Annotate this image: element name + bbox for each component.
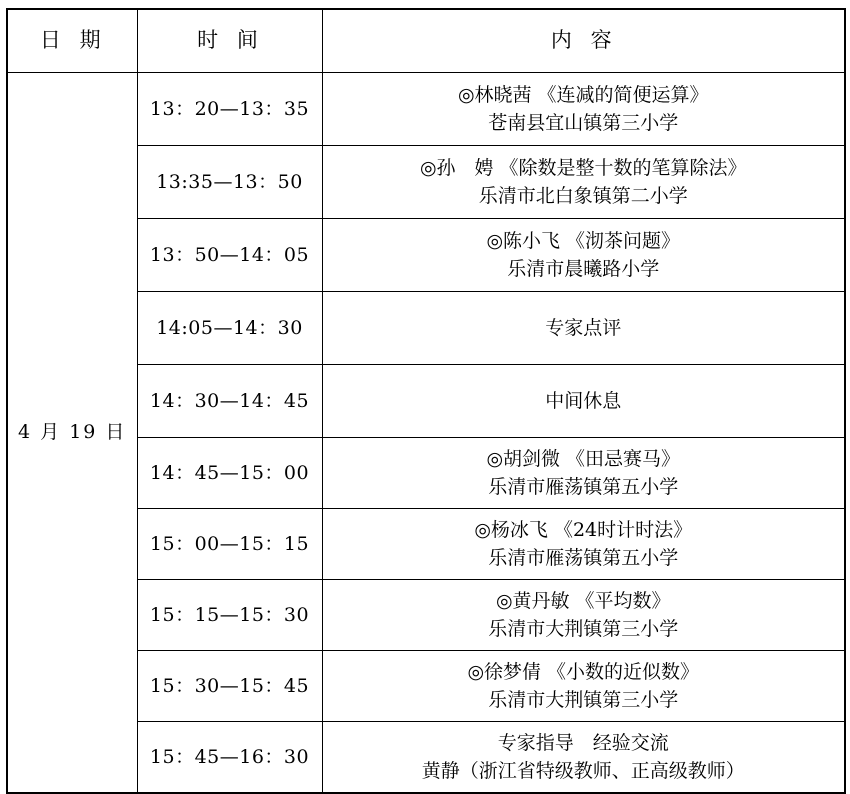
time-cell: 13:35—13：50 [137,146,322,219]
time-cell: 14：30—14：45 [137,365,322,438]
content-cell [322,509,845,580]
content-line-primary: ◎陈小飞 《沏茶问题》 [486,229,681,252]
content-line-primary: ◎孙 娉 《除数是整十数的笔算除法》 [419,156,747,179]
time-cell: 15：00—15：15 [137,509,322,580]
time-cell: 14:05—14：30 [137,292,322,365]
time-cell: 15：45—16：30 [137,722,322,794]
content-cell [322,219,845,292]
time-cell: 15：15—15：30 [137,580,322,651]
content-line-secondary: 乐清市雁荡镇第五小学 [488,547,679,569]
content-cell [322,580,845,651]
content-line-secondary: 乐清市北白象镇第二小学 [478,185,688,207]
time-cell: 14：45—15：00 [137,438,322,509]
content-line-secondary: 黄静（浙江省特级教师、正高级教师） [421,760,745,782]
table-header [7,9,845,73]
content-line-primary: ◎胡剑微 《田忌赛马》 [486,447,681,470]
content-cell [322,73,845,146]
time-cell: 13：50—14：05 [137,219,322,292]
content-line-primary: 专家指导 经验交流 [497,731,669,754]
column-header-date: 日 期 [7,9,137,73]
content-cell [322,146,845,219]
content-line-secondary: 乐清市晨曦路小学 [507,258,660,280]
content-line-primary: ◎杨冰飞 《24时计时法》 [474,518,693,541]
content-cell [322,365,845,438]
content-line-secondary: 乐清市大荆镇第三小学 [488,689,679,711]
time-cell: 15：30—15：45 [137,651,322,722]
table-row [7,73,845,146]
content-line-secondary: 苍南县宜山镇第三小学 [488,112,679,134]
table-body [7,73,845,794]
content-cell [322,438,845,509]
column-header-time: 时 间 [137,9,322,73]
time-cell: 13：20—13：35 [137,73,322,146]
content-cell [322,722,845,794]
content-cell [322,651,845,722]
date-cell: 4 月 19 日 [7,73,137,794]
table-header-row [7,9,845,73]
content-cell [322,292,845,365]
schedule-table [6,8,846,794]
content-line-secondary: 乐清市大荆镇第三小学 [488,618,679,640]
column-header-content: 内 容 [322,9,845,73]
content-line-primary: ◎林晓茜 《连减的简便运算》 [457,83,709,106]
content-line-secondary: 乐清市雁荡镇第五小学 [488,476,679,498]
content-line-primary: ◎黄丹敏 《平均数》 [495,589,671,612]
content-line-primary: 中间休息 [545,389,622,412]
content-line-primary: 专家点评 [545,316,622,339]
content-line-primary: ◎徐梦倩 《小数的近似数》 [467,660,700,683]
